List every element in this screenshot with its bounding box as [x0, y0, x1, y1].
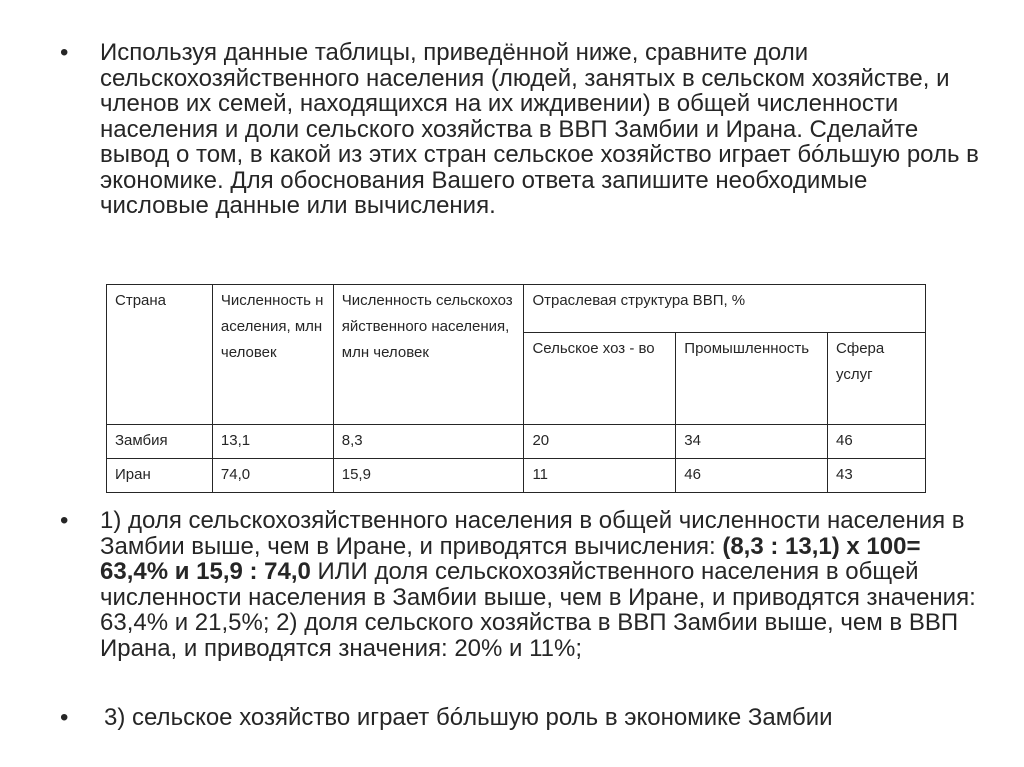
header-population: Численность населения, млн человек — [212, 285, 333, 425]
header-gdp-structure: Отраслевая структура ВВП, % — [524, 285, 926, 333]
cell-agriculture: 11 — [524, 459, 676, 493]
answer-calculation: (8,3 : 13,1) х 100= 63,4% и 15,9 : 74,0 — [100, 532, 921, 585]
table-row — [107, 459, 926, 493]
cell-services: 46 — [828, 425, 926, 459]
cell-agriculture: 20 — [524, 425, 676, 459]
header-agri-population: Численность сельскохозяйственного населения, млн человек — [333, 285, 524, 425]
cell-industry: 34 — [676, 425, 828, 459]
conclusion-text: 3) сельское хозяйство играет бóльшую роль в экономике Замбии — [104, 704, 833, 731]
answer-part2: ИЛИ доля сельскохозяйственного населения в общей численности населения в Замбии выше, чем в Иране, и приводятся значения: 63,4% и 21,5%; 2) доля сельского хозяйства в ВВП Замбии выше, чем в ВВП Ирана, и приводятся значения: 20% и 11%; — [100, 558, 976, 662]
answer-paragraph — [60, 508, 980, 661]
cell-country: Иран — [107, 459, 213, 493]
header-industry: Промышленность — [676, 333, 828, 425]
bullet-icon: • — [60, 704, 69, 731]
answer-text — [100, 508, 980, 661]
cell-country: Замбия — [107, 425, 213, 459]
cell-population: 74,0 — [212, 459, 333, 493]
data-table — [106, 284, 926, 493]
answer-part1: 1) доля сельскохозяйственного населения в общей численности населения в Замбии выше, чем в Иране, и приводятся вычисления: — [100, 507, 965, 560]
question-text: Используя данные таблицы, приведённой ниже, сравните доли сельскохозяйственного населения (людей, занятых в сельском хозяйстве, и членов их семей, находящихся на их иждивении) в общей численности населения и доли сельского хозяйства в ВВП Замбии и Ирана. Сделайте вывод о том, в какой из этих стран сельское хозяйство играет бóльшую роль в экономике. Для обоснования Вашего ответа запишите необходимые числовые данные или вычисления. — [100, 39, 979, 219]
bullet-icon: • — [60, 507, 69, 534]
conclusion-paragraph — [60, 705, 980, 731]
cell-services: 43 — [828, 459, 926, 493]
table-header-row — [107, 285, 926, 333]
question-paragraph — [60, 40, 980, 219]
header-country: Страна — [107, 285, 213, 425]
cell-industry: 46 — [676, 459, 828, 493]
bullet-icon: • — [60, 39, 69, 66]
header-services: Сфера услуг — [828, 333, 926, 425]
table-row — [107, 425, 926, 459]
cell-agri-population: 8,3 — [333, 425, 524, 459]
cell-population: 13,1 — [212, 425, 333, 459]
header-agriculture: Сельское хоз - во — [524, 333, 676, 425]
cell-agri-population: 15,9 — [333, 459, 524, 493]
